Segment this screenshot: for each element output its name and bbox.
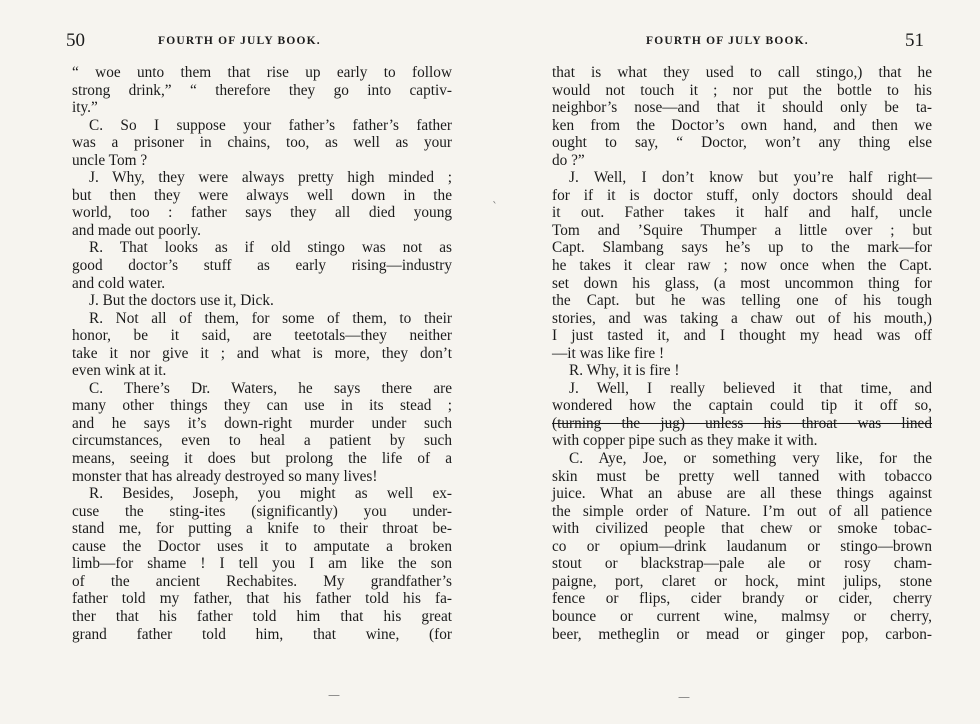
stray-mark: —	[678, 690, 690, 704]
text-line: stories, and was taking a chaw out of his mouth,)	[552, 309, 932, 327]
text-line: and he says it’s down-right murder under such	[72, 414, 452, 432]
text-line: J. But the doctors use it, Dick.	[89, 292, 274, 310]
text-line: monster that has already destroyed so many lives!	[72, 467, 378, 485]
text-line: C. Aye, Joe, or something very like, for the	[569, 450, 932, 468]
text-line: C. So I suppose your father’s father’s father	[89, 116, 452, 134]
text-line: world, too : father says they all died young	[72, 204, 452, 222]
text-line: J. Well, I really believed it that time, and	[569, 379, 932, 397]
text-line: skin must be pretty well tanned with tobacco	[552, 467, 932, 485]
text-line: good doctor’s stuff as early rising—industry	[72, 257, 452, 275]
text-line: beer, metheglin or mead or ginger pop, carbon-	[552, 625, 932, 643]
text-line: that is what they used to call stingo,) that he	[552, 64, 932, 81]
text-line: R. That looks as if old stingo was not as	[89, 239, 452, 257]
stray-mark: `	[492, 200, 498, 214]
text-line: “ woe unto them that rise up early to follow	[72, 64, 452, 81]
text-line: ken from the Doctor’s own hand, and then we	[552, 116, 932, 134]
text-line: of the ancient Rechabites. My grandfather’s	[72, 572, 452, 590]
text-line: cuse the sting-ites (significantly) you under-	[72, 502, 452, 520]
text-line: it out. Father takes it half and half, uncle	[552, 204, 932, 222]
text-line: even wink at it.	[72, 362, 167, 380]
text-line: means, seeing it does but prolong the life of a	[72, 450, 452, 468]
text-line: ity.”	[72, 99, 98, 117]
text-line: and cold water.	[72, 274, 166, 292]
text-line: R. Why, it is fire !	[569, 362, 680, 380]
text-line: do ?”	[552, 151, 585, 169]
text-line: circumstances, even to heal a patient by such	[72, 432, 452, 450]
text-line: but then they were always well down in the	[72, 186, 452, 204]
text-line: take it nor give it ; and what is more, they don’t	[72, 344, 452, 362]
left-body-text	[72, 64, 452, 643]
left-page-number: 50	[66, 30, 85, 51]
right-body-text	[552, 64, 932, 643]
text-line: set down his glass, (a most uncommon thing for	[552, 274, 932, 292]
text-line: Capt. Slambang says he’s up to the mark—for	[552, 239, 932, 257]
text-line: ought to say, “ Doctor, won’t any thing else	[552, 134, 932, 152]
text-line: would not touch it ; nor put the bottle to his	[552, 81, 932, 99]
text-line: R. Besides, Joseph, you might as well ex-	[89, 485, 452, 503]
text-line: limb—for shame ! I tell you I am like the son	[72, 555, 452, 573]
text-line: with copper pipe such as they make it with.	[552, 432, 818, 450]
text-line: cause the Doctor uses it to amputate a broken	[72, 537, 452, 555]
text-line: (turning the jug) unless his throat was lined	[552, 414, 932, 432]
text-line: was a prisoner in chains, too, as well as your	[72, 134, 452, 152]
text-line: fence or flips, cider brandy or cider, cherry	[552, 590, 932, 608]
text-line: and made out poorly.	[72, 221, 201, 239]
text-line: juice. What an abuse are all these things against	[552, 485, 932, 503]
right-page	[490, 0, 980, 724]
stray-mark: —	[328, 688, 340, 702]
text-line: co or opium—drink laudanum or stingo—brown	[552, 537, 932, 555]
text-line: R. Not all of them, for some of them, to their	[89, 309, 452, 327]
text-line: J. Why, they were always pretty high minded ;	[89, 169, 452, 187]
text-line: stout or blackstrap—pale ale or rosy cham-	[552, 555, 932, 573]
text-line: honor, be it said, are teetotals—they neither	[72, 327, 452, 345]
text-line: stand me, for putting a knife to their throat be-	[72, 520, 452, 538]
text-line: C. There’s Dr. Waters, he says there are	[89, 379, 452, 397]
text-line: neighbor’s nose—and that it should only be ta-	[552, 99, 932, 117]
text-line: many other things they can use in its stead ;	[72, 397, 452, 415]
left-running-title: FOURTH OF JULY BOOK.	[158, 35, 321, 47]
right-page-number: 51	[905, 30, 924, 51]
text-line: Tom and ’Squire Thumper a little over ; but	[552, 221, 932, 239]
text-line: for if it is doctor stuff, only doctors should deal	[552, 186, 932, 204]
text-line: strong drink,” “ therefore they go into captiv-	[72, 81, 452, 99]
text-line: J. Well, I don’t know but you’re half right—	[569, 169, 932, 187]
text-line: wondered how the captain could tip it off so,	[552, 397, 932, 415]
text-line: paigne, port, claret or hock, mint julips, stone	[552, 572, 932, 590]
text-line: ther that his father told him that his great	[72, 607, 452, 625]
text-line: the simple order of Nature. I’m out of all patience	[552, 502, 932, 520]
text-line: —it was like fire !	[552, 344, 665, 362]
text-line: grand father told him, that wine, (for	[72, 625, 452, 643]
text-line: bounce or current wine, malmsy or cherry,	[552, 607, 932, 625]
text-line: he takes it clear raw ; now once when the Capt.	[552, 257, 932, 275]
text-line: with civilized people that chew or smoke tobac-	[552, 520, 932, 538]
text-line: uncle Tom ?	[72, 151, 148, 169]
right-running-title: FOURTH OF JULY BOOK.	[646, 35, 809, 47]
text-line: I just tasted it, and I thought my head was off	[552, 327, 932, 345]
text-line: father told my father, that his father told his fa-	[72, 590, 452, 608]
text-line: the Capt. but he was telling one of his tough	[552, 292, 932, 310]
